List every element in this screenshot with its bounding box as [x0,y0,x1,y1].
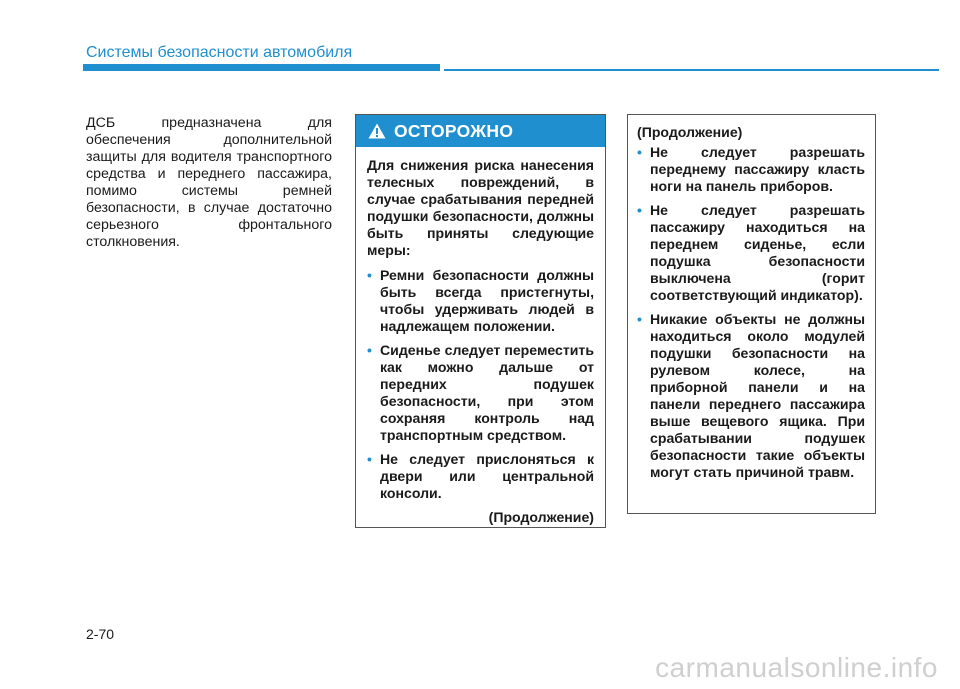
bullet-icon: • [367,267,372,283]
continuation-body [628,115,875,481]
continuation-bullet-list [637,144,865,481]
continuation-box [627,114,876,514]
warning-triangle-icon [368,123,386,139]
bullet-icon: • [367,342,372,358]
continuation-heading: (Продолжение) [637,124,743,140]
continued-label: (Продолжение) [488,509,594,525]
list-item [367,342,594,444]
warning-header [356,115,605,147]
warning-box [355,114,606,528]
bullet-text: Ремни безопасности должны быть всегда пристегнуты, чтобы удерживать людей в надлежащем положении. [380,267,594,334]
list-item [637,144,865,195]
page-number: 2-70 [86,626,115,642]
bullet-text: Сиденье следует переместить как можно дальше от передних подушек безопасности, при этом сохраняя контроль над транспортным средством. [380,342,594,443]
list-item [367,451,594,502]
warning-bullet-list [367,267,594,502]
header-rule-thin [444,69,939,71]
intro-paragraph: ДСБ предназначена для обеспечения дополнительной защиты для водителя транспортного средства и переднего пассажира, помимо системы ремней безопасности, в случае достаточно серьезного фронтального столкновения. [86,115,332,250]
section-title: Системы безопасности автомобиля [86,44,353,61]
list-item [637,202,865,304]
bullet-text: Не следует разрешать пассажиру находиться на переднем сиденье, если подушка безопасности выключена (горит соответствующий индикатор). [650,202,865,303]
bullet-icon: • [637,144,642,160]
bullet-icon: • [367,451,372,467]
bullet-text: Никакие объекты не должны находиться около модулей подушки безопасности на рулевом колесе, на приборной панели и на панели переднего пассажира выше вещевого ящика. При срабатывании подушек безопасности такие объекты могут стать причиной травм. [650,311,865,480]
bullet-icon: • [637,202,642,218]
list-item [367,267,594,335]
bullet-text: Не следует прислоняться к двери или центральной консоли. [380,451,594,501]
warning-body [356,147,605,526]
watermark: carmanualsonline.info [655,652,938,683]
bullet-text: Не следует разрешать переднему пассажиру класть ноги на панель приборов. [650,144,865,194]
header-rule-thick [83,64,440,71]
bullet-icon: • [637,311,642,327]
list-item [637,311,865,481]
warning-intro: Для снижения риска нанесения телесных повреждений, в случае срабатывания передней подушки безопасности, должны быть приняты следующие меры: [367,157,594,258]
warning-title: ОСТОРОЖНО [394,120,514,141]
